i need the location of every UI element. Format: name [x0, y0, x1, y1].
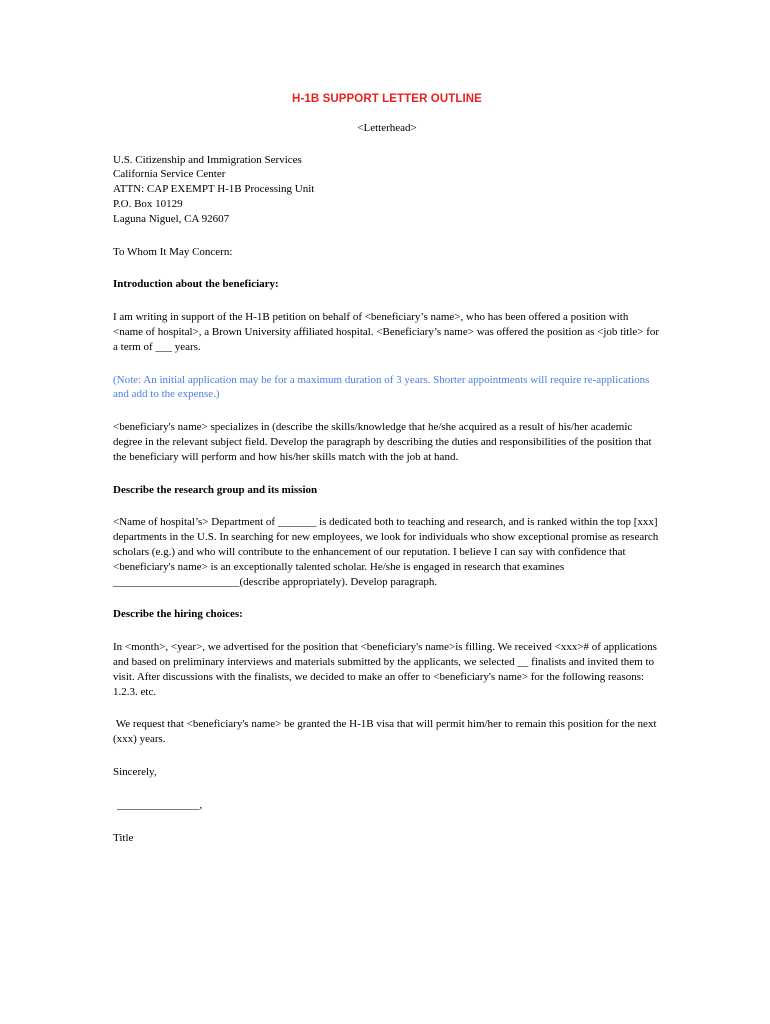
address-line: California Service Center	[113, 168, 226, 181]
request-paragraph: We request that <beneficiary's name> be granted the H-1B visa that will permit him/her to remain this position for the next (xxx) years.	[113, 718, 660, 746]
hiring-heading: Describe the hiring choices:	[113, 608, 243, 621]
duration-note: (Note: An initial application may be for a maximum duration of 3 years. Shorter appointments will require re-applications and add to the expense.)	[113, 373, 650, 401]
address-line: P.O. Box 10129	[113, 197, 183, 210]
address-line: ATTN: CAP EXEMPT H-1B Processing Unit	[113, 183, 315, 196]
recipient-address	[113, 153, 661, 227]
signature-line: _______________,	[117, 798, 203, 811]
address-line: U.S. Citizenship and Immigration Services	[113, 153, 302, 166]
research-paragraph: <Name of hospital’s> Department of _______ is dedicated both to teaching and research, and is ranked within the top [xxx] departments in the U.S. In searching for new employees, we look for individuals who show exceptional promise as research scholars (e.g.) and who will contribute to the enhancement of our reputation. I believe I can say with confidence that <beneficiary's name> is an exceptionally talented scholar. He/she is engaged in research that examines _______________________(describe appropriately). Develop paragraph.	[113, 516, 659, 588]
closing: Sincerely,	[113, 765, 157, 778]
signer-title: Title	[113, 831, 134, 844]
hiring-paragraph: In <month>, <year>, we advertised for the position that <beneficiary's name>is filling. We received <xxx># of applications and based on preliminary interviews and materials submitted by the applicants, we selected __ finalists and invited them to visit. After discussions with the finalists, we decided to make an offer to <beneficiary's name> for the following reasons: 1.2.3. etc.	[113, 641, 657, 698]
intro-heading: Introduction about the beneficiary:	[113, 278, 279, 291]
salutation: To Whom It May Concern:	[113, 245, 233, 258]
document-title: H-1B SUPPORT LETTER OUTLINE	[292, 93, 482, 105]
letterhead-placeholder: <Letterhead>	[357, 121, 417, 134]
address-line: Laguna Niguel, CA 92607	[113, 212, 230, 225]
specialization-paragraph: <beneficiary's name> specializes in (describe the skills/knowledge that he/she acquired as a result of his/her academic degree in the relevant subject field. Develop the paragraph by describing the duties and responsibilities of the position that the beneficiary will perform and how his/her skills match with the job at hand.	[113, 421, 652, 463]
research-heading: Describe the research group and its mission	[113, 483, 318, 496]
letter-body	[113, 92, 661, 863]
intro-paragraph: I am writing in support of the H-1B petition on behalf of <beneficiary’s name>, who has been offered a position with <name of hospital>, a Brown University affiliated hospital. <Beneficiary’s name> was offered the position as <job title> for a term of ___ years.	[113, 311, 660, 353]
